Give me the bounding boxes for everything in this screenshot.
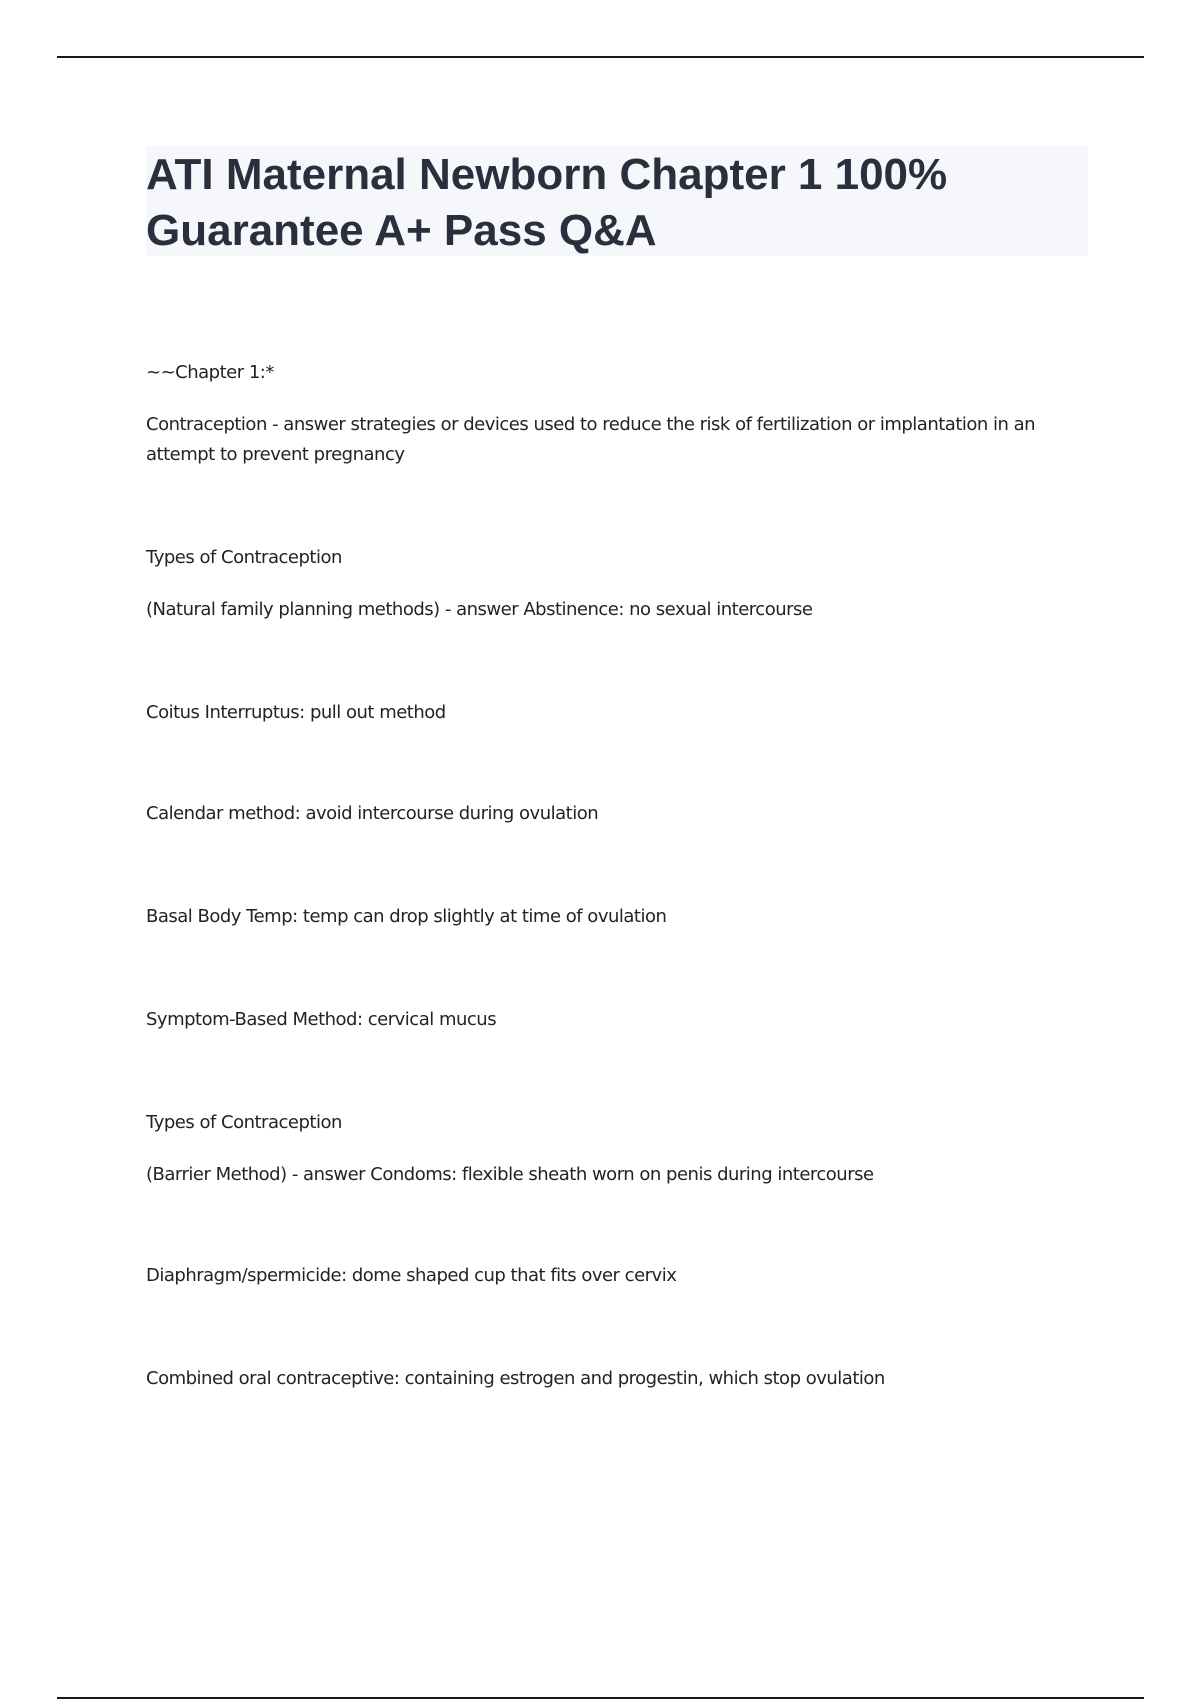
contraception-definition-line-2: attempt to prevent pregnancy	[146, 444, 405, 465]
symptom-based-method: Symptom-Based Method: cervical mucus	[146, 1009, 497, 1030]
basal-body-temp: Basal Body Temp: temp can drop slightly at time of ovulation	[146, 906, 667, 927]
calendar-method: Calendar method: avoid intercourse during ovulation	[146, 803, 599, 824]
coitus-interruptus: Coitus Interruptus: pull out method	[146, 702, 446, 723]
contraception-definition-line-1: Contraception - answer strategies or devices used to reduce the risk of fertilization or implantation in an	[146, 414, 1036, 435]
types-heading-barrier: Types of Contraception	[146, 1112, 342, 1133]
diaphragm-spermicide: Diaphragm/spermicide: dome shaped cup that fits over cervix	[146, 1265, 677, 1286]
title-line-1: ATI Maternal Newborn Chapter 1 100%	[146, 150, 948, 199]
natural-methods-answer: (Natural family planning methods) - answer Abstinence: no sexual intercourse	[146, 599, 813, 620]
combined-oral-contraceptive: Combined oral contraceptive: containing estrogen and progestin, which stop ovulation	[146, 1368, 885, 1389]
footer-rule	[57, 1697, 1144, 1699]
document-title	[146, 146, 1088, 256]
header-rule	[57, 56, 1144, 58]
title-line-2: Guarantee A+ Pass Q&A	[146, 206, 657, 255]
types-heading-natural: Types of Contraception	[146, 547, 342, 568]
chapter-heading: ~~Chapter 1:*	[146, 362, 274, 383]
barrier-method-answer: (Barrier Method) - answer Condoms: flexible sheath worn on penis during intercourse	[146, 1164, 874, 1185]
